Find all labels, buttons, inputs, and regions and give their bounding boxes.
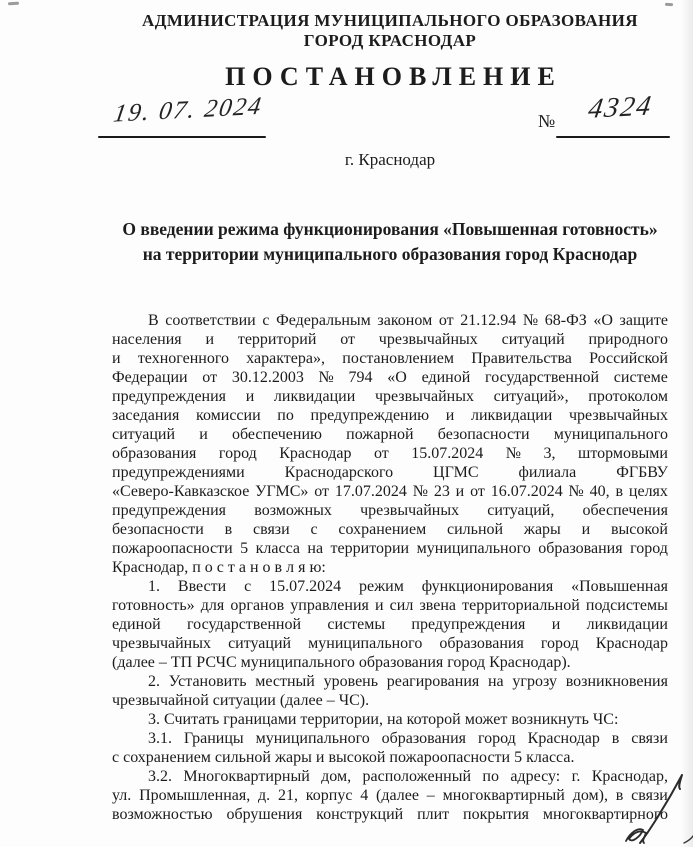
date-underline <box>98 136 266 138</box>
body-line: образования город Краснодар от 15.07.2024 № 3, штормовыми <box>112 445 668 462</box>
body-line: Федерации от 30.12.2003 № 794 «О единой государственной системе <box>112 369 668 386</box>
scan-artifact-speck <box>665 3 673 6</box>
body-line: предупреждениями Краснодарского ЦГМС филиала ФГБВУ <box>112 464 668 481</box>
body-line: 3. Считать границами территории, на которой может возникнуть ЧС: <box>148 711 619 728</box>
document-title <box>87 217 693 267</box>
body-line: чрезвычайных ситуаций муниципального образования город Краснодар <box>112 635 668 652</box>
document-body <box>112 311 668 824</box>
org-name-line1: АДМИНИСТРАЦИЯ МУНИЦИПАЛЬНОГО ОБРАЗОВАНИЯ <box>142 11 638 30</box>
body-line: готовность» для органов управления и сил звена территориальной подсистемы <box>112 597 668 614</box>
number-sign-label: № <box>538 111 556 131</box>
body-line: с сохранением сильной жары и высокой пожароопасности 5 класса. <box>112 749 575 766</box>
body-line: пожароопасности 5 класса на территории муниципального образования город <box>112 540 668 557</box>
handwritten-date: 19. 07. 2024 <box>111 92 265 128</box>
body-line: 3.2. Многоквартирный дом, расположенный по адресу: г. Краснодар, <box>148 768 668 785</box>
body-line: заседания комиссии по предупреждению и ликвидации чрезвычайных <box>112 407 668 424</box>
body-line: В соответствии с Федеральным законом от 21.12.94 № 68-ФЗ «О защите <box>148 312 668 329</box>
document-type-heading: ПОСТАНОВЛЕНИЕ <box>225 62 562 91</box>
number-underline <box>556 136 670 138</box>
org-name-line2: ГОРОД КРАСНОДАР <box>303 31 477 50</box>
document-title-line1: О введении режима функционирования «Повышенная готовность» <box>122 219 658 239</box>
body-line: возможностью обрушения конструкций плит покрытия многоквартирного <box>112 806 668 823</box>
scan-edge-shadow <box>681 0 693 847</box>
body-line: Краснодар, п о с т а н о в л я ю: <box>112 559 326 576</box>
body-line: предупреждения возможных чрезвычайных ситуаций, обеспечения <box>112 502 668 519</box>
document-place: г. Краснодар <box>344 150 436 169</box>
scan-artifact-speck <box>8 2 19 6</box>
body-line: ул. Промышленная, д. 21, корпус 4 (далее – многоквартирный дом), в связи <box>112 787 668 804</box>
handwritten-number: 4324 <box>586 90 656 125</box>
body-line: безопасности в связи с сохранением сильной жары и высокой <box>112 521 668 538</box>
body-line: населения и территорий от чрезвычайных ситуаций природного <box>112 331 668 348</box>
body-line: (далее – ТП РСЧС муниципального образования город Краснодар). <box>112 654 571 671</box>
body-line: предупреждения и ликвидации чрезвычайных ситуаций», протоколом <box>112 388 668 405</box>
signature-pen-stroke <box>618 763 693 847</box>
body-line: 1. Ввести с 15.07.2024 режим функционирования «Повышенная <box>148 578 668 595</box>
body-line: и техногенного характера», постановлением Правительства Российской <box>112 350 668 367</box>
body-line: 2. Установить местный уровень реагирования на угрозу возникновения <box>148 673 668 690</box>
body-line: «Северо-Кавказское УГМС» от 17.07.2024 № 23 и от 16.07.2024 № 40, в целях <box>112 483 668 500</box>
body-line: ситуаций и обеспечению пожарной безопасности муниципального <box>112 426 668 443</box>
body-line: чрезвычайной ситуации (далее – ЧС). <box>112 692 370 709</box>
document-title-line2: на территории муниципального образования город Краснодар <box>142 244 638 264</box>
body-line: 3.1. Границы муниципального образования город Краснодар в связи <box>148 730 668 747</box>
body-line: единой государственной системы предупреждения и ликвидации <box>112 616 668 633</box>
